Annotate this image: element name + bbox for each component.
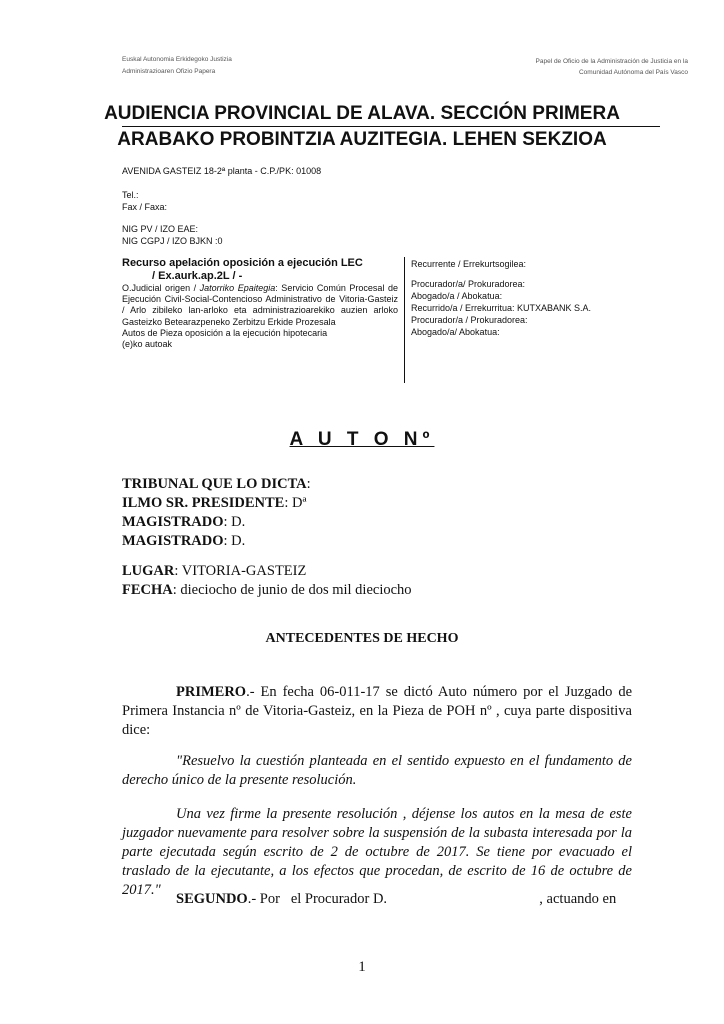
primero-label: PRIMERO (176, 684, 247, 700)
nig-cgpj: NIG CGPJ / IZO BJKN :0 (122, 236, 223, 246)
magistrado-value-2: D. (227, 533, 246, 549)
origen-value: : Servicio Común Procesal de Ejecución Civil-Social-Contencioso Administrativo de Vitoria-Gasteiz / Arlo zibileko lan-arloko eta administrazioarekiko auzien arloko Gasteizko Betearazpeneko Zerbitzu Erkide Prozesala (122, 283, 398, 327)
segundo-paragraph (122, 890, 652, 909)
lugar-label: LUGAR (122, 563, 175, 579)
procurador-recurrente: Procurador/a/ Prokuradorea: (411, 279, 526, 289)
page-number: 1 (358, 959, 366, 975)
segundo-label: SEGUNDO (176, 891, 248, 907)
court-title-eu: ARABAKO PROBINTZIA AUZITEGIA. LEHEN SEKZIOA (117, 129, 607, 150)
header-left-line1: Euskal Autonomia Erkidegoko Justizia (122, 56, 232, 63)
origen-label: O.Judicial origen / (122, 283, 200, 293)
header-right (536, 56, 688, 78)
title-divider (122, 126, 660, 127)
auto-title (0, 429, 724, 451)
magistrado-label-2: MAGISTRADO (122, 533, 224, 549)
column-divider (404, 257, 405, 383)
abogado-recurrente: Abogado/a / Abokatua: (411, 291, 503, 301)
tribunal-block: TRIBUNAL QUE LO DICTA: ILMO SR. PRESIDENTE: Dª MAGISTRADO: D. MAGISTRADO: D. (122, 476, 311, 549)
court-title-es: AUDIENCIA PROVINCIAL DE ALAVA. SECCIÓN PRIMERA (104, 103, 620, 124)
nig-pv: NIG PV / IZO EAE: (122, 224, 199, 234)
header-right-line1: Papel de Oficio de la Administración de Justicia en la (535, 58, 688, 65)
presidente-label: ILMO SR. PRESIDENTE (122, 495, 285, 511)
autos-line2: (e)ko autoak (122, 339, 173, 350)
case-info (122, 257, 398, 350)
fecha-label: FECHA (122, 582, 173, 598)
antecedentes-heading: ANTECEDENTES DE HECHO (265, 631, 459, 646)
header-right-line2: Comunidad Autónoma del País Vasco (578, 69, 688, 76)
presidente-value: Dª (288, 495, 307, 511)
magistrado-value-1: D. (227, 514, 246, 530)
tel-line: Tel.: (122, 190, 139, 200)
parties-info (411, 258, 671, 338)
lugar-value: VITORIA-GASTEIZ (178, 563, 307, 579)
magistrado-label-1: MAGISTRADO (122, 514, 224, 530)
court-address: AVENIDA GASTEIZ 18-2ª planta - C.P./PK: 01008 (122, 166, 322, 176)
fax-line: Fax / Faxa: (122, 202, 168, 212)
quote-paragraph-2: Una vez firme la presente resolución , déjense los autos en la mesa de este juzgador nuevamente para resolver sobre la suspensión de la subasta interesada por la parte ejecutada según escrito de 2 de octubre de 2017. Se tiene por evacuado el traslado de la ejecutante, a los efectos que procedan, de escrito de 16 de octubre de 2017." (122, 806, 632, 898)
nig-block (122, 223, 223, 247)
quote-paragraph-1: "Resuelvo la cuestión planteada en el sentido expuesto en el fundamento de derecho único de la presente resolución. (122, 753, 632, 788)
recurso-title: Recurso apelación oposición a ejecución LEC (122, 257, 363, 269)
recurrente: Recurrente / Errekurtsogilea: (411, 259, 527, 269)
origen-text (122, 283, 398, 328)
fecha-value: dieciocho de junio de dos mil dieciocho (176, 582, 412, 598)
abogado-recurrido: Abogado/a/ Abokatua: (411, 327, 500, 337)
segundo-text: .- Por el Procurador D. , actuando en (247, 891, 617, 907)
primero-text: .- En fecha 06-011-17 se dictó Auto número por el Juzgado de Primera Instancia nº de Vitoria-Gasteiz, en la Pieza de POH nº , cuya parte dispositiva dice: (122, 684, 632, 738)
auto-title-text: A U T O Nº (289, 429, 435, 450)
primero-paragraph (122, 683, 632, 740)
tribunal-label: TRIBUNAL QUE LO DICTA (122, 476, 307, 492)
recurso-subtitle: / Ex.aurk.ap.2L / - (152, 270, 243, 282)
header-left-line2: Administrazioaren Ofizio Papera (122, 68, 216, 75)
contact-block (122, 189, 167, 213)
lugar-fecha-block: LUGAR: VITORIA-GASTEIZ FECHA: dieciocho de junio de dos mil dieciocho (122, 563, 412, 598)
procurador-recurrido: Procurador/a / Prokuradorea: (411, 315, 528, 325)
origen-label-eu: Jatorriko Epaitegia (199, 283, 276, 293)
recurrido: Recurrido/a / Errekurritua: KUTXABANK S.A. (411, 303, 592, 313)
header-left (122, 54, 232, 78)
autos-line1: Autos de Pieza oposición a la ejecución hipotecaria (122, 327, 328, 338)
